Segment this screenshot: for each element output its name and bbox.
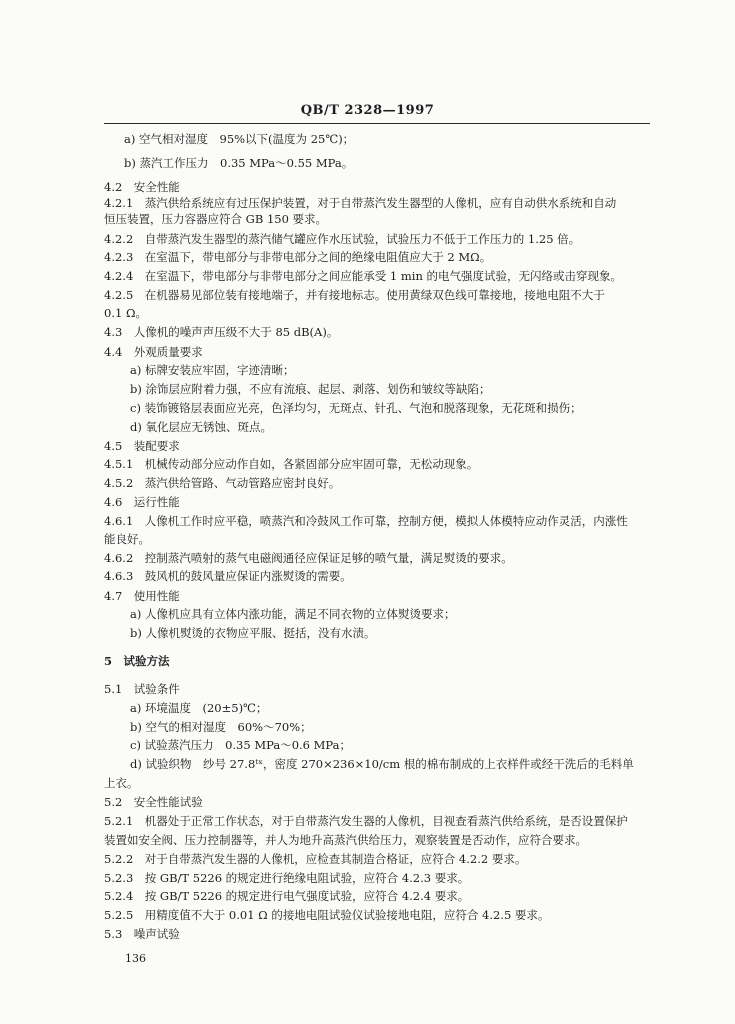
text-line: 4.2.5 在机器易见部位装有接地端子，并有接地标志。使用黄绿双色线可靠接地，接地电阻不大于 (104, 288, 605, 302)
section-heading: 5.1 试验条件 (104, 682, 180, 696)
text-line: 恒压装置，压力容器应符合 GB 150 要求。 (104, 212, 328, 226)
text-line: c) 试验蒸汽压力 0.35 MPa～0.6 MPa； (130, 738, 351, 752)
text-line: a) 标牌安装应牢固，字迹清晰； (130, 363, 295, 377)
section-heading: 4.2 安全性能 (104, 180, 180, 194)
text-line: b) 涂饰层应附着力强，不应有流痕、起层、剥落、划伤和皱纹等缺陷； (130, 382, 491, 396)
text-line: 4.2.3 在室温下，带电部分与非带电部分之间的绝缘电阻值应大于 2 MΩ。 (104, 250, 492, 264)
text-line: 4.5.1 机械传动部分应动作自如，各紧固部分应牢固可靠，无松动现象。 (104, 457, 479, 471)
text-line: a) 环境温度 (20±5)℃； (130, 701, 268, 715)
chapter-heading: 5 试验方法 (104, 654, 170, 668)
header-rule (104, 123, 650, 124)
text-line: b) 空气的相对湿度 60%～70%； (130, 720, 312, 734)
text-line: d) 氧化层应无锈蚀、斑点。 (130, 420, 273, 434)
text-line: a) 人像机应具有立体内涨功能，满足不同衣物的立体熨烫要求； (130, 607, 456, 621)
section-heading: 4.6 运行性能 (104, 495, 180, 509)
text-line: 4.6.1 人像机工作时应平稳，喷蒸汽和冷鼓风工作可靠，控制方便，模拟人体模特应动作灵活，内涨性 (104, 514, 628, 528)
page-number: 136 (125, 952, 146, 965)
text-line: 装置如安全阀、压力控制器等，并人为地升高蒸汽供给压力，观察装置是否动作，应符合要求。 (104, 833, 587, 847)
text-line: 4.5.2 蒸汽供给管路、气动管路应密封良好。 (104, 476, 341, 490)
text-line: 5.2.3 按 GB/T 5226 的规定进行绝缘电阻试验，应符合 4.2.3 要求。 (104, 871, 470, 885)
text-line: 4.2.4 在室温下，带电部分与非带电部分之间应能承受 1 min 的电气强度试验，无闪络或击穿现象。 (104, 269, 623, 283)
section-heading: 5.3 噪声试验 (104, 927, 180, 941)
text-line: d) 试验织物 纱号 27.8ᵗˣ，密度 270×236×10/cm 根的棉布制成的上衣样件或经干洗后的毛料单 (130, 757, 634, 771)
text-line: b) 蒸汽工作压力 0.35 MPa～0.55 MPa。 (124, 156, 354, 170)
text-line: 4.6.3 鼓风机的鼓风量应保证内涨熨烫的需要。 (104, 569, 352, 583)
text-line: b) 人像机熨烫的衣物应平服、挺括，没有水渍。 (130, 626, 376, 640)
text-line: 4.3 人像机的噪声声压级不大于 85 dB(A)。 (104, 325, 339, 339)
text-line: a) 空气相对湿度 95%以下(温度为 25℃)； (124, 132, 355, 146)
section-heading: 5.2 安全性能试验 (104, 795, 203, 809)
section-heading: 4.7 使用性能 (104, 589, 180, 603)
text-line: 5.2.1 机器处于正常工作状态，对于自带蒸汽发生器的人像机，目视查看蒸汽供给系统，是否设置保护 (104, 814, 628, 828)
text-line: 0.1 Ω。 (104, 306, 147, 320)
text-line: 能良好。 (104, 532, 150, 546)
text-line: c) 装饰镀铬层表面应光亮，色泽均匀，无斑点、针孔、气泡和脱落现象，无花斑和损伤； (130, 401, 582, 415)
section-heading: 4.4 外观质量要求 (104, 345, 203, 359)
text-line: 4.6.2 控制蒸汽喷射的蒸气电磁阀通径应保证足够的喷气量，满足熨烫的要求。 (104, 551, 513, 565)
section-heading: 4.5 装配要求 (104, 439, 180, 453)
text-line: 5.2.5 用精度值不大于 0.01 Ω 的接地电阻试验仪试验接地电阻，应符合 4.2.5 要求。 (104, 908, 550, 922)
text-line: 4.2.1 蒸汽供给系统应有过压保护装置，对于自带蒸汽发生器型的人像机，应有自动供水系统和自动 (104, 196, 617, 210)
standard-code-header: QB/T 2328—1997 (300, 103, 435, 118)
text-line: 4.2.2 自带蒸汽发生器型的蒸汽储气罐应作水压试验，试验压力不低于工作压力的 1.25 倍。 (104, 232, 581, 246)
text-line: 5.2.2 对于自带蒸汽发生器的人像机，应检查其制造合格证，应符合 4.2.2 要求。 (104, 852, 527, 866)
text-line: 上衣。 (104, 776, 139, 790)
text-line: 5.2.4 按 GB/T 5226 的规定进行电气强度试验，应符合 4.2.4 要求。 (104, 889, 470, 903)
